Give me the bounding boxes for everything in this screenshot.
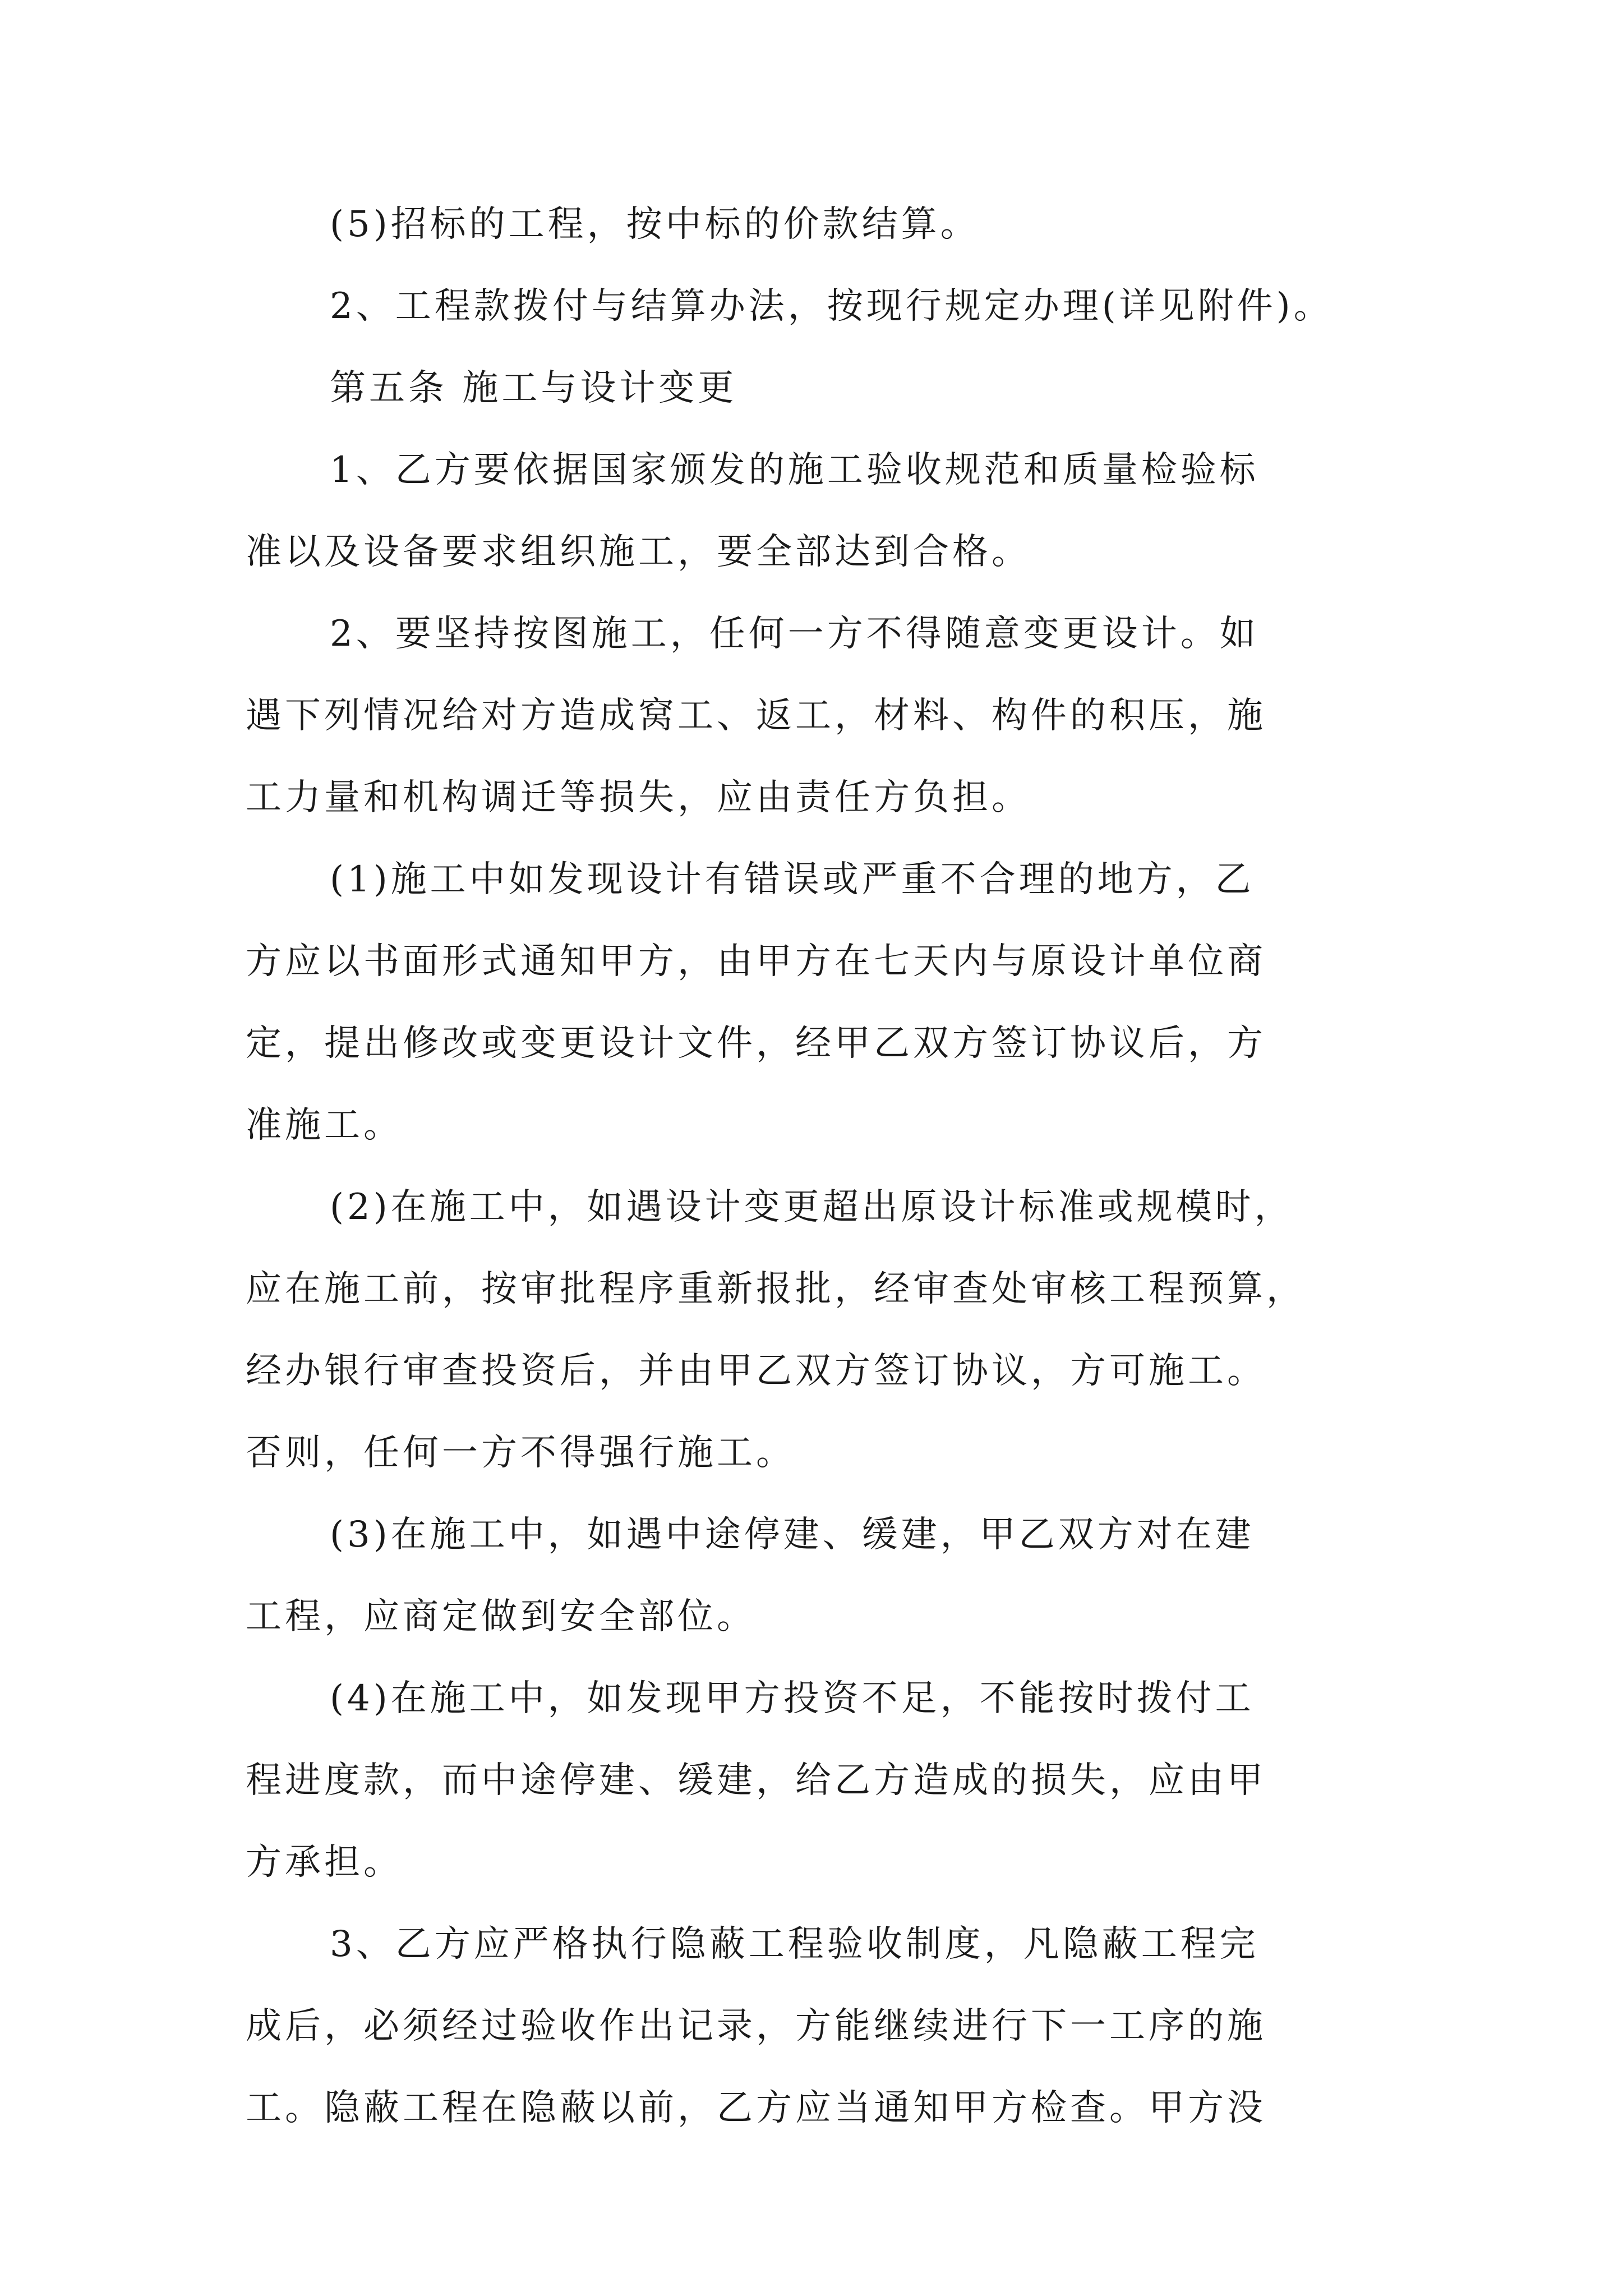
text-line: 遇下列情况给对方造成窝工、返工，材料、构件的积压，施 [246, 695, 1266, 737]
document-body [246, 199, 1390, 2133]
text-line: 应在施工前，按审批程序重新报批，经审查处审核工程预算， [246, 1268, 1306, 1310]
text-line: 程进度款，而中途停建、缓建，给乙方造成的损失，应由甲 [246, 1760, 1266, 1801]
text-line: 方承担。 [246, 1842, 403, 1883]
text-line: 准施工。 [246, 1105, 403, 1146]
text-line: 工。隐蔽工程在隐蔽以前，乙方应当通知甲方检查。甲方没 [246, 2087, 1266, 2129]
text-line: 准以及设备要求组织施工，要全部达到合格。 [246, 531, 1031, 573]
text-line: 定，提出修改或变更设计文件，经甲乙双方签订协议后，方 [246, 1023, 1266, 1064]
text-line: 成后，必须经过验收作出记录，方能继续进行下一工序的施 [246, 2005, 1266, 2047]
text-line: 2、工程款拨付与结算办法，按现行规定办理(详见附件)。 [330, 286, 1333, 327]
text-line: 2、要坚持按图施工，任何一方不得随意变更设计。如 [330, 613, 1259, 655]
text-line: (1)施工中如发现设计有错误或严重不合理的地方，乙 [330, 859, 1255, 900]
text-line: (2)在施工中，如遇设计变更超出原设计标准或规模时， [330, 1186, 1294, 1228]
text-line: 工力量和机构调迁等损失，应由责任方负担。 [246, 777, 1031, 818]
text-line: 方应以书面形式通知甲方，由甲方在七天内与原设计单位商 [246, 941, 1266, 982]
section-heading: 第五条 施工与设计变更 [330, 367, 737, 409]
text-line: (4)在施工中，如发现甲方投资不足，不能按时拨付工 [330, 1678, 1255, 1719]
text-line: 3、乙方应严格执行隐蔽工程验收制度，凡隐蔽工程完 [330, 1924, 1259, 1965]
text-line: (5)招标的工程，按中标的价款结算。 [330, 204, 980, 245]
text-line: 1、乙方要依据国家颁发的施工验收规范和质量检验标 [330, 449, 1259, 491]
text-line: (3)在施工中，如遇中途停建、缓建，甲乙双方对在建 [330, 1514, 1255, 1556]
text-line: 工程，应商定做到安全部位。 [246, 1596, 756, 1637]
text-line: 否则，任何一方不得强行施工。 [246, 1432, 795, 1474]
text-line: 经办银行审查投资后，并由甲乙双方签订协议，方可施工。 [246, 1350, 1266, 1392]
